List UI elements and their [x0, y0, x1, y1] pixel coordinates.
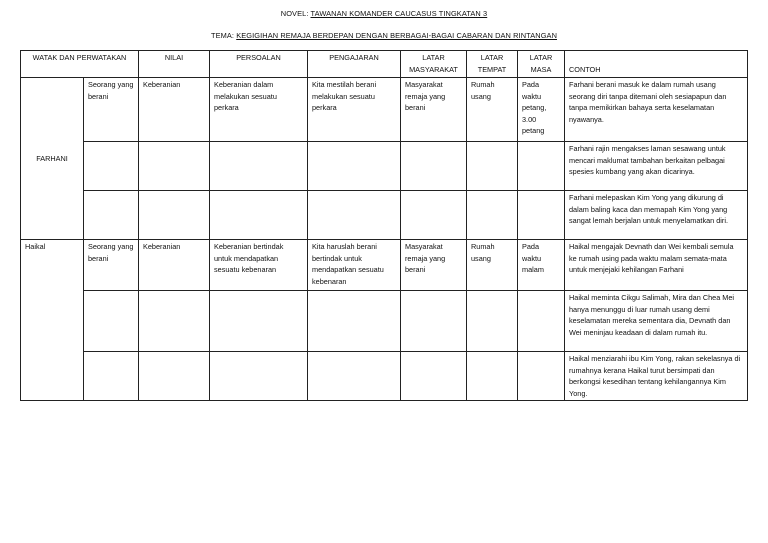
- latar-masyarakat-cell: Masyarakat remaja yang berani: [401, 78, 467, 142]
- header-nilai: NILAI: [139, 51, 210, 78]
- novel-title-line: [0, 9, 768, 18]
- tema-title-line: [0, 31, 768, 40]
- contoh-cell: Farhani melepaskan Kim Yong yang dikurung di dalam baling kaca dan memapah Kim Yong yang sangat lemah berjalan untuk menyelamatkan diri.: [565, 191, 748, 240]
- table-row: [21, 291, 748, 352]
- header-row: [21, 51, 748, 78]
- persoalan-cell: Keberanian dalam melakukan sesuatu perkara: [210, 78, 308, 142]
- latar-tempat-cell: Rumah usang: [467, 78, 518, 142]
- contoh-cell: Haikal meminta Cikgu Salimah, Mira dan Chea Mei hanya menunggu di luar rumah usang demi keselamatan mereka sementara dia, Devnath dan Wei meninjau keadaan di dalam rumah itu.: [565, 291, 748, 352]
- contoh-cell: Haikal mengajak Devnath dan Wei kembali semula ke rumah using pada waktu malam semata-mata untuk menjejaki kehilangan Farhani: [565, 240, 748, 291]
- header-persoalan: PERSOALAN: [210, 51, 308, 78]
- novel-title: TAWANAN KOMANDER CAUCASUS TINGKATAN 3: [310, 9, 488, 18]
- table-row: [21, 78, 748, 142]
- header-latar-tempat: LATAR TEMPAT: [467, 51, 518, 78]
- table-row: [21, 352, 748, 401]
- character-name: Haikal: [21, 240, 84, 401]
- nilai-cell: Keberanian: [139, 78, 210, 142]
- latar-masyarakat-cell: Masyarakat remaja yang berani: [401, 240, 467, 291]
- header-watak: WATAK DAN PERWATAKAN: [21, 51, 139, 78]
- header-latar-masyarakat: LATAR MASYARAKAT: [401, 51, 467, 78]
- novel-prefix: NOVEL:: [280, 9, 311, 18]
- header-contoh: CONTOH: [565, 51, 748, 78]
- latar-masa-cell: Pada waktu petang, 3.00 petang: [518, 78, 565, 142]
- table-row: [21, 191, 748, 240]
- pengajaran-cell: Kita mestilah berani melakukan sesuatu perkara: [308, 78, 401, 142]
- character-name: FARHANI: [21, 78, 84, 240]
- persoalan-cell: Keberanian bertindak untuk mendapatkan sesuatu kebenaran: [210, 240, 308, 291]
- nilai-cell: Keberanian: [139, 240, 210, 291]
- tema-title: KEGIGIHAN REMAJA BERDEPAN DENGAN BERBAGAI-BAGAI CABARAN DAN RINTANGAN: [236, 31, 558, 40]
- table-row: [21, 142, 748, 191]
- pengajaran-cell: Kita haruslah berani bertindak untuk mendapatkan sesuatu kebenaran: [308, 240, 401, 291]
- header-latar-masa: LATAR MASA: [518, 51, 565, 78]
- contoh-cell: Farhani rajin mengakses laman sesawang untuk mencari maklumat tambahan berkaitan pelbagai spesies kumbang yang akan dicarinya.: [565, 142, 748, 191]
- latar-tempat-cell: Rumah usang: [467, 240, 518, 291]
- perwatakan-cell: Seorang yang berani: [84, 78, 139, 142]
- tema-prefix: TEMA:: [210, 31, 237, 40]
- header-pengajaran: PENGAJARAN: [308, 51, 401, 78]
- analysis-table: [20, 50, 748, 401]
- perwatakan-cell: Seorang yang berani: [84, 240, 139, 291]
- contoh-cell: Farhani berani masuk ke dalam rumah usang seorang diri tanpa ditemani oleh sesiapapun dan tanpa memikirkan bahaya serta keselamatan nyawanya.: [565, 78, 748, 142]
- contoh-cell: Haikal menziarahi ibu Kim Yong, rakan sekelasnya di rumahnya kerana Haikal turut bersimpati dan berkongsi kesedihan tentang kehilangannya Kim Yong.: [565, 352, 748, 401]
- table-row: [21, 240, 748, 291]
- latar-masa-cell: Pada waktu malam: [518, 240, 565, 291]
